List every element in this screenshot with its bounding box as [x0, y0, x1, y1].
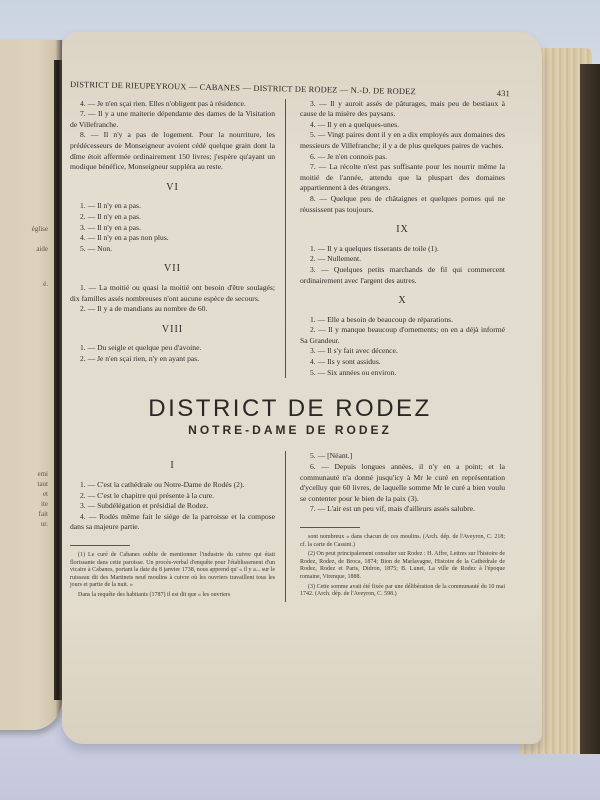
lower-left-column — [70, 451, 285, 601]
lower-columns — [70, 451, 510, 601]
footnote: (3) Cette somme avait été fixée par une délibération de la communauté du 10 mai 1742. (Arch. dép. de l'Aveyron, C. 598.) — [300, 583, 505, 598]
district-title: DISTRICT DE RODEZ — [148, 395, 432, 423]
answer-item: 1. — Il y a quelques tisserants de toile (1). — [310, 243, 439, 253]
running-head-title: DISTRICT DE RIEUPEYROUX — CABANES — DISTRICT DE RODEZ — N.-D. DE RODEZ — [69, 80, 416, 97]
section-heading: VIII — [161, 323, 184, 335]
answer-item: 2. — C'est le chapitre qui présente à la cure. — [80, 490, 214, 500]
answer-item: 4. — Rodés même fait le siège de la parroisse et la compose dans sa majeure partie. — [70, 511, 275, 532]
paragraph: 3. — Il y auroit assés de pâturages, mais peu de bestiaux à cause de la misère des paysans. — [300, 98, 505, 119]
paragraph: 8. — Il n'y a pas de logement. Pour la nourriture, les prédécesseurs de Monseigneur avoient cédé quelque grain dont la dîme étoit affermée ordinairement 150 livres; j'espère qu'ayant un modique bénéfice, Monseigneur suppléra au reste. — [70, 130, 275, 172]
book-cover — [580, 64, 600, 754]
left-page-fragment: ur. — [40, 520, 48, 528]
footnote: (1) Le curé de Cabanes oublie de mentionner l'industrie du cuivre qui était florissante dans cette paroisse. Un procès-verbal d'enquête pour l'établissement d'un vicaire à Cabanes, portant la date du 8 janvier 1738, nous apprend qu' « il y a... sur le ruisseau dit des Martinets neuf moulins à cuivre où les ouvriers travaillent tous les jours et partie de la nuit. » — [70, 552, 275, 589]
upper-right-column — [285, 99, 505, 379]
answer-item: 6. — Depuis longues années, il n'y en a point; et la communauté n'a donné jusqu'icy à Mr le curé en représentation d'ycelluy que 60 livres, de laquelle somme Mr le curé a bien voulu se contenter pour le bien de la paix (3). — [300, 462, 505, 503]
answer-item: 1. — Du seigle et quelque peu d'avoine. — [80, 343, 202, 353]
paragraph: 4. — Il y en a quelques-unes. — [310, 119, 399, 129]
running-head — [70, 80, 510, 100]
upper-columns — [70, 99, 510, 379]
page-number: 431 — [496, 88, 511, 99]
paragraph: 7. — La récolte n'est pas suffisante pour les nourrir même la moitié de l'année, attendu que la pluspart des domaines appartiennent à des étrangers. — [300, 162, 505, 193]
answer-item: 2. — Il n'y en a pas. — [80, 211, 141, 221]
section-heading: IX — [396, 224, 409, 236]
upper-left-column — [70, 99, 285, 379]
answer-item: 2. — Je n'en sçai rien, n'y en ayant pas. — [80, 353, 200, 363]
section-heading: VI — [166, 181, 179, 193]
paragraph: 4. — Je n'en sçai rien. Elles n'obligent pas à résidence. — [80, 98, 246, 108]
answer-item: 1. — Il n'y en a pas. — [80, 201, 141, 211]
answer-item: 3. — Il s'y fait avec décence. — [310, 346, 398, 356]
answer-item: 2. — Il y manque beaucoup d'ornements; on en a déjà informé Sa Grandeur. — [300, 325, 505, 345]
lower-right-column — [285, 451, 505, 601]
left-page-fragment: emi — [37, 470, 48, 478]
paragraph: 8. — Quelque peu de châtaignes et quelques pomes qui ne réussissent pas toujours. — [300, 193, 505, 214]
paragraph: 6. — Je n'en connois pas. — [310, 151, 388, 161]
left-page-fragment: ite — [41, 500, 48, 508]
answer-item: 3. — Quelques petits marchands de fil qui commercent ordinairement avec l'argent des autres. — [300, 264, 505, 285]
footnote: (2) On peut principalement consulter sur Rodez : H. Affre, Lettres sur l'histoire de Rodez, Rodez, de Broca, 1874; Bion de Marlavagne, Histoire de la Cathédrale de Rodez, Rodez et Paris, Didron, 1875; B. Lunet, La ville de Rodez à l'époque romaine, Virenque, 1888. — [300, 551, 505, 580]
answer-item: 5. — Six années ou environ. — [310, 367, 397, 377]
left-page-fragment: église — [31, 225, 48, 233]
book-spine — [54, 60, 62, 700]
section-heading: X — [398, 295, 407, 307]
parish-title: NOTRE-DAME DE RODEZ — [188, 422, 392, 437]
answer-item: 4. — Il n'y en a pas non plus. — [80, 233, 169, 243]
answer-item: 1. — C'est la cathédrale ou Notre-Dame de Rodés (2). — [80, 480, 245, 490]
footnote: sont nombreux « dans chacun de ces moulins. (Arch. dép. de l'Aveyron, C. 218; cf. la carte de Cassini.) — [300, 534, 505, 548]
footnote-rule — [70, 545, 130, 546]
left-page-fragment: et — [42, 490, 48, 498]
answer-item: 7. — L'air est un peu vif, mais d'ailleurs assés salubre. — [310, 504, 475, 514]
answer-item: 3. — Il n'y en a pas. — [80, 222, 141, 232]
answer-item: 2. — Nullement. — [310, 254, 362, 264]
answer-item: 5. — Non. — [80, 243, 113, 253]
section-heading: I — [170, 460, 175, 472]
answer-item: 1. — Elle a besoin de beaucoup de réparations. — [310, 314, 453, 324]
paragraph: 7. — Il y a une maiterie dépendante des dames de la Visitation de Villefranche. — [70, 109, 275, 129]
page-content — [70, 80, 510, 602]
left-page-fragment: aide — [36, 245, 48, 253]
answer-item: 2. — Il y a de mandians au nombre de 60. — [80, 304, 208, 314]
left-page — [0, 40, 62, 730]
footnote-rule — [300, 527, 360, 528]
section-heading: VII — [164, 263, 181, 275]
answer-item: 5. — [Néant.] — [310, 451, 353, 461]
left-page-fragment: fait — [38, 510, 48, 518]
left-page-fragment: é. — [43, 280, 48, 288]
left-page-fragment: taut — [37, 480, 48, 488]
answer-item: 4. — Ils y sont assidus. — [310, 357, 381, 367]
footnote: Dans la requête des habitants (1787) il est dit que « les ouvriers — [78, 591, 231, 598]
answer-item: 1. — La moitié ou quasi la moitié ont besoin d'être soulagés; dix familles assés nombreuses n'ont aucune espèce de secours. — [70, 282, 275, 303]
paragraph: 5. — Vingt paires dont il y en a dix employés aux domaines des messieurs de Villefranche; il y a de plus quelques paires de vaches. — [300, 130, 505, 150]
answer-item: 3. — Subdélégation et présidial de Rodez. — [80, 501, 209, 511]
